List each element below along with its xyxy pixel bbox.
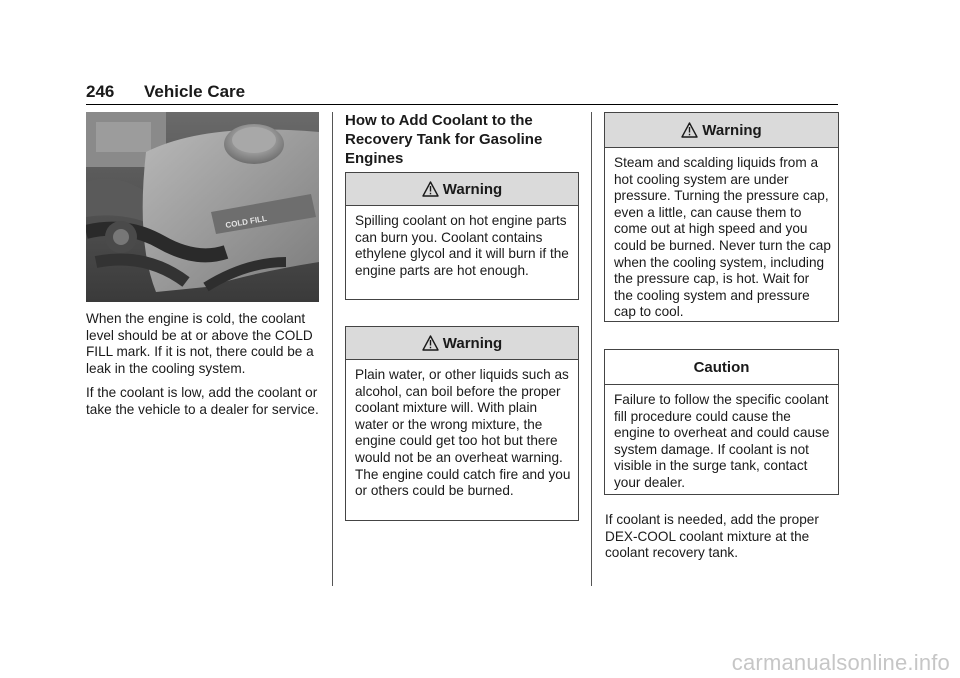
warning-box-1 [345, 172, 579, 300]
caution-title: Caution [693, 358, 750, 376]
warning-triangle-icon [681, 122, 698, 138]
warning-box-2 [345, 326, 579, 521]
warning-text: Spilling coolant on hot engine parts can burn you. Coolant contains ethylene glycol and it will burn if the engine parts are hot enough. [355, 213, 569, 278]
paragraph: When the engine is cold, the coolant level should be at or above the COLD FILL mark. If it is not, there could be a leak in the cooling system. [86, 311, 314, 376]
column-1-text [86, 311, 324, 427]
warning-triangle-icon [422, 181, 439, 197]
paragraph: If the coolant is low, add the coolant or take the vehicle to a dealer for service. [86, 385, 319, 417]
warning-text: Plain water, or other liquids such as alcohol, can boil before the proper coolant mixture will. With plain water or the wrong mixture, the engine could get too hot but there would not be an overheat warning. The engine could catch fire and you or others could be burned. [355, 367, 571, 499]
coolant-tank-photo [86, 112, 319, 302]
warning-header [346, 327, 578, 360]
paragraph: If coolant is needed, add the proper DEX-COOL coolant mixture at the coolant recovery tank. [605, 512, 819, 561]
column-divider-2 [591, 112, 592, 586]
warning-text: Steam and scalding liquids from a hot cooling system are under pressure. Turning the pressure cap, even a little, can cause them to come out at high speed and you could be burned. Never turn the cap when the cooling system, including the pressure cap, is hot. Wait for the cooling system and pressure cap to cool. [614, 155, 831, 320]
page-number: 246 [86, 82, 115, 101]
cold-fill-label: COLD FILL [224, 213, 268, 230]
warning-box-3 [604, 112, 839, 322]
warning-title: Warning [442, 180, 503, 198]
column-divider-1 [332, 112, 333, 586]
caution-box [604, 349, 839, 495]
caution-header [605, 350, 838, 385]
section-heading: How to Add Coolant to the Recovery Tank for Gasoline Engines [345, 112, 543, 167]
warning-title: Warning [702, 121, 762, 139]
page-header [86, 82, 838, 105]
warning-header [346, 173, 578, 206]
watermark: carmanualsonline.info [731, 650, 950, 675]
caution-text: Failure to follow the specific coolant fill procedure could cause the engine to overheat and could cause system damage. If coolant is not visible in the surge tank, contact your dealer. [614, 392, 830, 490]
warning-triangle-icon [422, 335, 439, 351]
warning-title: Warning [442, 334, 503, 352]
section-title: Vehicle Care [144, 82, 246, 101]
warning-header [605, 113, 838, 148]
